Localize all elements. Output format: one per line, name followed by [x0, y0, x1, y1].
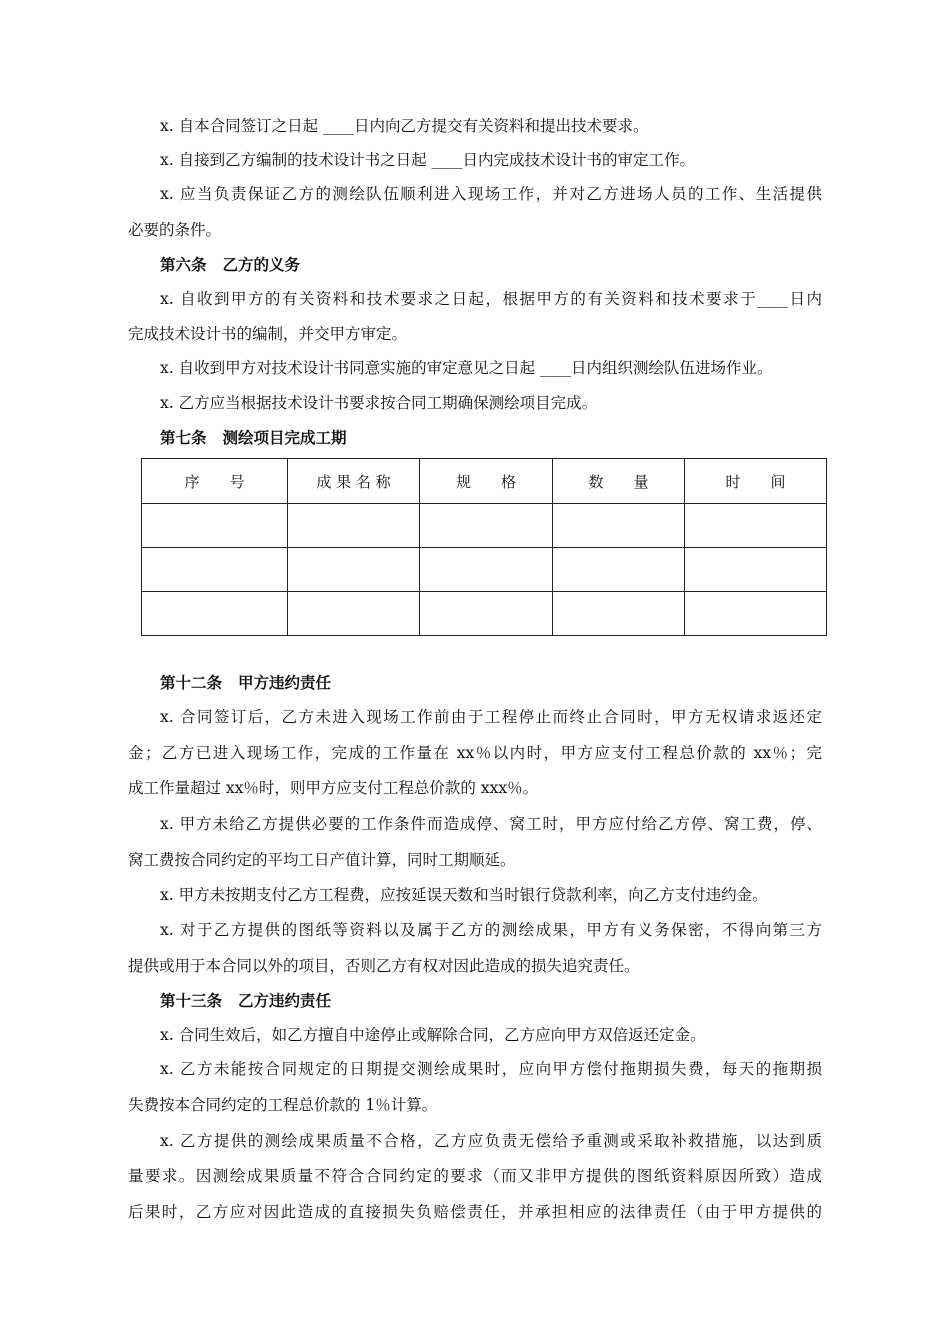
article-12-heading	[160, 673, 822, 693]
column-header-spec: 规 格	[420, 459, 553, 504]
table-cell[interactable]	[288, 548, 420, 592]
table-cell[interactable]	[142, 592, 288, 636]
column-header-quantity: 数 量	[553, 459, 685, 504]
clause-text: x. 自收到甲方的有关资料和技术要求之日起，根据甲方的有关资料和技术要求于____日内	[160, 290, 822, 308]
article-title: 乙方违约责任	[238, 991, 332, 1010]
clause-text: 后果时，乙方应对因此造成的直接损失负赔偿责任，并承担相应的法律责任（由于甲方提供的	[128, 1203, 822, 1221]
clause-text: 完成技术设计书的编制，并交甲方审定。	[128, 325, 408, 343]
column-header-time: 时 间	[685, 459, 827, 504]
table-row	[142, 592, 827, 636]
clause-text: x. 乙方未能按合同规定的日期提交测绘成果时，应向甲方偿付拖期损失费，每天的拖期损	[160, 1060, 822, 1078]
table-cell[interactable]	[142, 548, 288, 592]
clause-text: x. 合同签订后，乙方未进入现场工作前由于工程停止而终止合同时，甲方无权请求返还定	[160, 708, 822, 726]
article-number: 第十二条	[160, 673, 223, 692]
article-6-heading	[160, 255, 822, 275]
clause-text: x. 乙方应当根据技术设计书要求按合同工期确保测绘项目完成。	[160, 394, 598, 412]
article-title: 乙方的义务	[222, 255, 301, 274]
article-title: 测绘项目完成工期	[222, 428, 347, 447]
clause-text: x. 对于乙方提供的图纸等资料以及属于乙方的测绘成果，甲方有义务保密，不得向第三方	[160, 921, 822, 939]
article-7-heading	[160, 428, 822, 448]
clause-text: x. 自接到乙方编制的技术设计书之日起 ____日内完成技术设计书的审定工作。	[160, 151, 696, 169]
table-cell[interactable]	[553, 504, 685, 548]
table-cell[interactable]	[420, 592, 553, 636]
clause-text: 成工作量超过 xx％时，则甲方应支付工程总价款的 xxx％。	[128, 779, 539, 797]
clause-text: 失费按本合同约定的工程总价款的 1％计算。	[128, 1096, 438, 1114]
clause-text: 必要的条件。	[128, 221, 222, 239]
clause-text: x. 应当负责保证乙方的测绘队伍顺利进入现场工作，并对乙方进场人员的工作、生活提供	[160, 185, 822, 203]
article-13-heading	[160, 991, 822, 1011]
clause-text: 量要求。因测绘成果质量不符合合同约定的要求（而又非甲方提供的图纸资料原因所致）造成	[128, 1167, 822, 1185]
clause-text: x. 合同生效后，如乙方擅自中途停止或解除合同，乙方应向甲方双倍返还定金。	[160, 1026, 706, 1044]
table-header-row	[142, 459, 827, 504]
article-title: 甲方违约责任	[238, 673, 332, 692]
column-header-result-name: 成 果 名 称	[288, 459, 420, 504]
table-cell[interactable]	[553, 548, 685, 592]
article-number: 第六条	[160, 255, 207, 274]
clause-text: x. 自收到甲方对技术设计书同意实施的审定意见之日起 ____日内组织测绘队伍进场作业。	[160, 359, 773, 377]
article-number: 第七条	[160, 428, 207, 447]
clause-text: x. 自本合同签订之日起 ____日内向乙方提交有关资料和提出技术要求。	[160, 117, 649, 135]
clause-text: 提供或用于本合同以外的项目，否则乙方有权对因此造成的损失追究责任。	[128, 957, 640, 975]
article-number: 第十三条	[160, 991, 223, 1010]
clause-text: x. 甲方未给乙方提供必要的工作条件而造成停、窝工时，甲方应付给乙方停、窝工费，停、	[160, 815, 822, 833]
table-cell[interactable]	[685, 504, 827, 548]
table-cell[interactable]	[553, 592, 685, 636]
table-cell[interactable]	[288, 504, 420, 548]
clause-text: 金；乙方已进入现场工作，完成的工作量在 xx％以内时，甲方应支付工程总价款的 xx％；完	[128, 744, 822, 762]
table-row	[142, 548, 827, 592]
table-row	[142, 504, 827, 548]
completion-schedule-table	[141, 458, 827, 636]
table-cell[interactable]	[420, 504, 553, 548]
table-cell[interactable]	[142, 504, 288, 548]
clause-text: 窝工费按合同约定的平均工日产值计算，同时工期顺延。	[128, 851, 516, 869]
table-cell[interactable]	[685, 592, 827, 636]
table-cell[interactable]	[685, 548, 827, 592]
table-cell[interactable]	[288, 592, 420, 636]
clause-text: x. 甲方未按期支付乙方工程费，应按延误天数和当时银行贷款利率，向乙方支付违约金。	[160, 886, 768, 904]
table-cell[interactable]	[420, 548, 553, 592]
column-header-number: 序 号	[142, 459, 288, 504]
clause-text: x. 乙方提供的测绘成果质量不合格，乙方应负责无偿给予重测或采取补救措施，以达到质	[160, 1132, 822, 1150]
